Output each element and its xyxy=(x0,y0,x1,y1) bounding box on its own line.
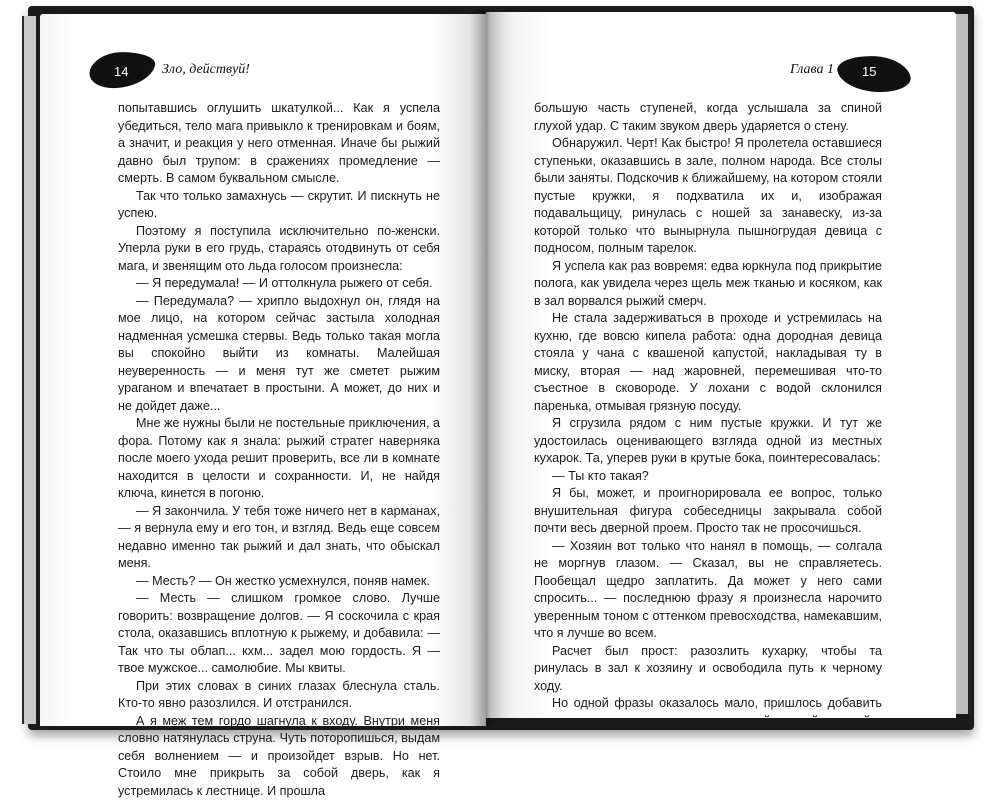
left-page-number: 14 xyxy=(114,64,128,79)
page-edges-right xyxy=(954,14,971,714)
paragraph: Так что только замахнусь — скрутит. И пискнуть не успею. xyxy=(118,188,440,223)
paragraph: Расчет был прост: разозлить кухарку, чтобы та ринулась в зал к хозяину и освободила путь к черному ходу. xyxy=(534,643,882,696)
paragraph: Я сгрузила рядом с ним пустые кружки. И тут же удостоилась оценивающего взгляда одной из местных кухарок. Та, уперев руки в крутые бока, поинтересовалась: xyxy=(534,415,882,468)
right-running-head: Глава 1 xyxy=(790,62,834,78)
paragraph: А я меж тем гордо шагнула к входу. Внутри меня словно натянулась струна. Чуть поторопишься, выдам себя волнением — и произойдет взрыв. Но нет. Стоило мне прикрыть за собой дверь, как я устремилась к лестнице. И прошла xyxy=(118,713,440,800)
paragraph: При этих словах в синих глазах блеснула сталь. Кто-то явно разозлился. И отстранился. xyxy=(118,678,440,713)
page-edges-left xyxy=(22,16,36,724)
paragraph: Не стала задерживаться в проходе и устремилась на кухню, где вовсю кипела работа: одна дородная девица стояла у чана с квашеной капустой, накладывая ту в миску, вторая — над жаровней, перемешивая что-то съестное в сковороде. У лохани с водой склонился паренька, отмывая грязную посуду. xyxy=(534,310,882,415)
right-page-text xyxy=(534,100,882,730)
paragraph: — Месть? — Он жестко усмехнулся, поняв намек. xyxy=(118,573,440,591)
paragraph: — Я передумала! — И оттолкнула рыжего от себя. xyxy=(118,275,440,293)
paragraph: — Передумала? — хрипло выдохнул он, глядя на мое лицо, на котором сейчас застыла холодная надменная усмешка стервы. Ведь только такая могла вы спокойно выйти из комнаты. Малейшая неуверенность — и меня тут же сметет рыжим ураганом и впечатает в простыни. А может, до них и не дойдет даже... xyxy=(118,293,440,416)
paragraph: — Ты кто такая? xyxy=(534,468,882,486)
paragraph: — Я закончила. У тебя тоже ничего нет в карманах, — я вернула ему и его тон, и взгляд. Ведь еще совсем недавно именно так рыжий и дал знать, что обыскал меня. xyxy=(118,503,440,573)
paragraph: Обнаружил. Черт! Как быстро! Я пролетела оставшиеся ступеньки, оказавшись в зале, полном народа. Все столы были заняты. Подскочив к ближайшему, на котором стояли пустые кружки, я подхватила их и, изображая подавальщицу, ринулась с ношей за занавеску, из-за которой только что вынырнула пышногрудая девица с подносом, полным тарелок. xyxy=(534,135,882,258)
paragraph: попытавшись оглушить шкатулкой... Как я успела убедиться, тело мага привыкло к тренировкам и боям, а значит, и реакция у него отменная. Иначе бы рыжий давно был трупом: в сражениях промедление — смерть. В самом буквальном смысле. xyxy=(118,100,440,188)
paragraph: — Хозяин вот только что нанял в помощь, — солгала не моргнув глазом. — Сказал, вы не справляетесь. Пообещал щедро заплатить. Да может у него сами спросить... — последнюю фразу я произнесла нарочито уверенным тоном с оттенком превосходства, намекавшим, что я лучше во всем. xyxy=(534,538,882,643)
paragraph: Поэтому я поступила исключительно по-женски. Уперла руки в его грудь, стараясь отодвинуть от себя мага, и звенящим ото льда голосом произнесла: xyxy=(118,223,440,276)
paragraph: Я бы, может, и проигнорировала ее вопрос, только внушительная фигура собеседницы закрывала собой почти весь дверной проем. Просто так не просочишься. xyxy=(534,485,882,538)
right-page-number: 15 xyxy=(862,64,876,79)
paragraph: Мне же нужны были не постельные приключения, а фора. Потому как я знала: рыжий стратег наверняка после моего ухода решит проверить, все ли в комнате находится в целости и сохранности. И, не найдя ключа, кинется в погоню. xyxy=(118,415,440,503)
paragraph: Но одной фразы оказалось мало, пришлось добавить взгляд, которым я прошлась по высокой грузной женской xyxy=(534,695,882,730)
paragraph: — Месть — слишком громкое слово. Лучше говорить: возвращение долгов. — Я соскочила с края стола, оказавшись вплотную к рыжему, и добавила: — Так что ты облап... кхм... задел мою гордость. Я — твое мужское... самолюбие. Мы квиты. xyxy=(118,590,440,678)
paragraph: Я успела как раз вовремя: едва юркнула под прикрытие полога, как увидела через щель меж тканью и косяком, как в зал ворвался рыжий смерч. xyxy=(534,258,882,311)
left-running-head: Зло, действуй! xyxy=(162,62,250,78)
paragraph: большую часть ступеней, когда услышала за спиной глухой удар. С таким звуком дверь ударяется о стену. xyxy=(534,100,882,135)
left-page-text xyxy=(118,100,440,800)
